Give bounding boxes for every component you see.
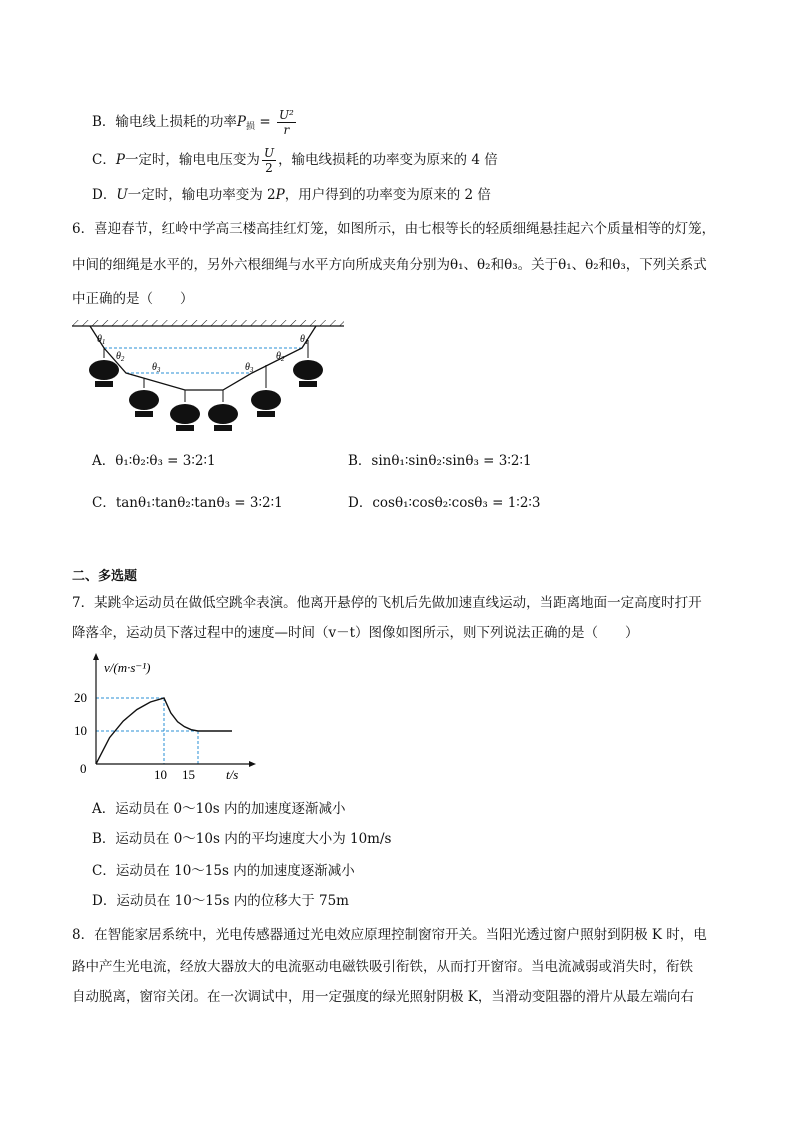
y-tick-20: 20 xyxy=(74,690,87,705)
fraction-denominator: r xyxy=(283,123,290,137)
q5-option-b-p: P xyxy=(236,114,247,130)
q7-option-c: C．运动员在 10～15s 内的加速度逐渐减小 xyxy=(92,863,355,879)
theta1-right-label: $\theta_1$ xyxy=(300,334,309,346)
q5-option-b-fraction xyxy=(277,108,296,137)
theta2-right-label: $\theta_2$ xyxy=(276,351,285,363)
x-tick-15: 15 xyxy=(182,767,195,782)
origin-label: 0 xyxy=(80,761,87,776)
theta3-left-label: $\theta_3$ xyxy=(152,362,161,374)
q5-option-b-sub: 损 xyxy=(246,122,256,132)
q5-option-d-mid: 一定时，输电功率变为 2 xyxy=(127,187,276,203)
theta1-left-label: $\theta_1$ xyxy=(97,334,106,346)
q7-line-2: 降落伞，运动员下落过程中的速度—时间（v－t）图像如图所示，则下列说法正确的是（ ） xyxy=(72,625,639,641)
q5-option-c-mid: 一定时，输电电压变为 xyxy=(124,152,260,168)
q8-line-2: 路中产生光电流，经放大器放大的电流驱动电磁铁吸引衔铁，从而打开窗帘。当电流减弱或消失时，衔铁 xyxy=(72,959,693,975)
q7-line-1: 7．某跳伞运动员在做低空跳伞表演。他离开悬停的飞机后先做加速直线运动，当距离地面一定高度时打开 xyxy=(72,595,702,611)
q5-option-c-suffix: ，输电线损耗的功率变为原来的 4 倍 xyxy=(278,152,498,168)
y-axis-arrow xyxy=(93,653,99,660)
q5-option-d xyxy=(92,186,491,204)
q7-option-d: D．运动员在 10～15s 内的位移大于 75m xyxy=(92,893,349,909)
theta3-right-label: $\theta_3$ xyxy=(245,362,254,374)
lantern xyxy=(293,360,323,387)
q8-line-1: 8．在智能家居系统中，光电传感器通过光电效应原理控制窗帘开关。当阳光透过窗户照射到阴极 K 时，电 xyxy=(72,927,707,943)
q5-option-b-text: B．输电线上损耗的功率 xyxy=(92,114,237,130)
q5-option-d-u: U xyxy=(116,187,128,203)
section-title-multiple-choice: 二、多选题 xyxy=(72,569,138,584)
lantern xyxy=(170,404,200,431)
q6-line-1: 6．喜迎春节，红岭中学高三楼高挂红灯笼，如图所示，由七根等长的轻质细绳悬挂起六个质量相等的灯笼， xyxy=(72,221,716,237)
lantern xyxy=(129,390,159,417)
q7-option-a: A．运动员在 0～10s 内的加速度逐渐减小 xyxy=(92,801,346,817)
q5-option-d-suffix: ，用户得到的功率变为原来的 2 倍 xyxy=(284,187,491,203)
fraction-numerator: U² xyxy=(278,108,294,122)
y-axis-label: v/(m·s⁻¹) xyxy=(104,660,151,675)
fraction-denominator: 2 xyxy=(265,161,273,175)
q6-line-2: 中间的细绳是水平的，另外六根细绳与水平方向所成夹角分别为θ₁、θ₂和θ₃。关于θ₁、θ₂和θ₃，下列关系式 xyxy=(72,257,707,273)
q5-option-b xyxy=(92,108,298,136)
velocity-time-graph xyxy=(72,652,262,784)
lantern xyxy=(89,360,119,387)
lantern xyxy=(208,404,238,431)
q5-option-c xyxy=(92,146,498,174)
q6-line-3: 中正确的是（ ） xyxy=(72,291,194,307)
q7-option-b: B．运动员在 0～10s 内的平均速度大小为 10m/s xyxy=(92,831,392,847)
lantern-figure xyxy=(70,318,350,436)
theta2-left-label: $\theta_2$ xyxy=(116,351,125,363)
q6-option-b: B．sinθ₁∶sinθ₂∶sinθ₃ = 3∶2∶1 xyxy=(348,453,532,469)
q5-option-d-p: P xyxy=(275,187,285,203)
x-axis-label: t/s xyxy=(226,767,239,782)
lantern xyxy=(251,390,281,417)
q5-option-b-eq: = xyxy=(259,114,271,130)
q5-option-c-p: P xyxy=(115,152,125,168)
q5-option-d-label: D． xyxy=(92,187,117,203)
ceiling-hatching xyxy=(72,320,344,326)
fraction-numerator: U xyxy=(263,146,275,160)
q6-option-d: D．cosθ₁∶cosθ₂∶cosθ₃ = 1∶2∶3 xyxy=(348,495,541,511)
q6-option-c: C．tanθ₁∶tanθ₂∶tanθ₃ = 3∶2∶1 xyxy=(92,495,283,511)
q8-line-3: 自动脱离，窗帘关闭。在一次调试中，用一定强度的绿光照射阴极 K，当滑动变阻器的滑片从最左端向右 xyxy=(72,989,694,1005)
y-tick-10: 10 xyxy=(74,723,87,738)
q5-option-c-label: C． xyxy=(92,152,116,168)
x-axis-arrow xyxy=(249,761,256,767)
x-tick-10: 10 xyxy=(154,767,167,782)
q5-option-c-fraction xyxy=(262,146,276,175)
q6-option-a: A．θ₁∶θ₂∶θ₃ = 3∶2∶1 xyxy=(92,453,216,469)
